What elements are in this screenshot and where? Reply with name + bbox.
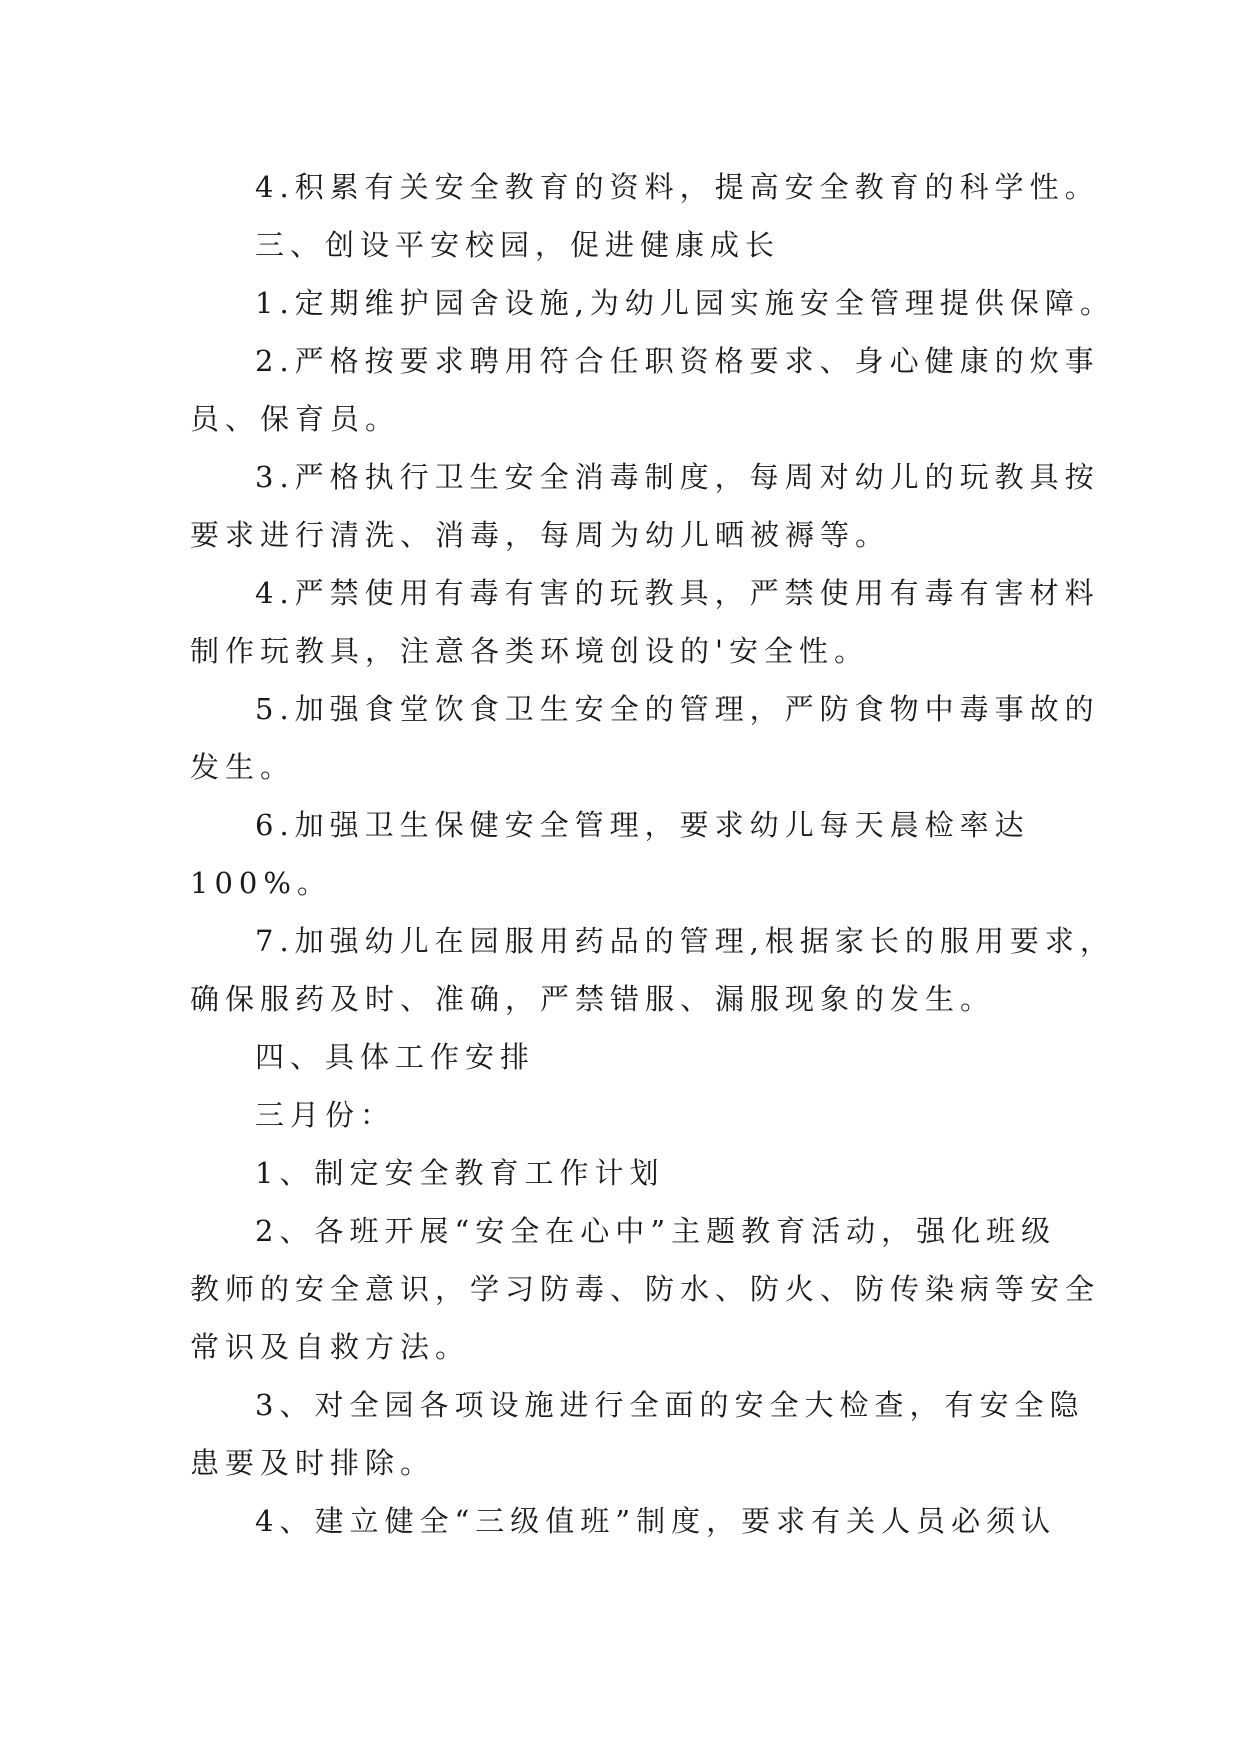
text-line: 7.加强幼儿在园服用药品的管理,根据家长的服用要求， [255, 924, 1115, 958]
section-heading: 三、创设平安校园，促进健康成长 [255, 228, 781, 262]
text-line: 5.加强食堂饮食卫生安全的管理，严防食物中毒事故的 [255, 692, 1100, 726]
section-heading: 四、具体工作安排 [255, 1040, 536, 1074]
text-line: 教师的安全意识，学习防毒、防水、防火、防传染病等安全 [190, 1272, 1101, 1306]
text-line: 6.加强卫生保健安全管理，要求幼儿每天晨检率达 [255, 808, 1030, 842]
subsection-heading: 三月份： [255, 1098, 396, 1132]
text-line: 1、制定安全教育工作计划 [255, 1156, 665, 1190]
text-line: 2、各班开展“安全在心中”主题教育活动，强化班级 [255, 1214, 1057, 1248]
text-line: 4.积累有关安全教育的资料，提高安全教育的科学性。 [255, 170, 1100, 204]
text-line: 3、对全园各项设施进行全面的安全大检查，有安全隐 [255, 1388, 1085, 1422]
text-line: 3.严格执行卫生安全消毒制度，每周对幼儿的玩教具按 [255, 460, 1100, 494]
text-line: 员、保育员。 [190, 402, 401, 436]
text-line: 发生。 [190, 750, 296, 784]
text-line: 常识及自救方法。 [190, 1330, 471, 1364]
text-line: 要求进行清洗、消毒，每周为幼儿晒被褥等。 [190, 518, 891, 552]
text-line: 4.严禁使用有毒有害的玩教具，严禁使用有毒有害材料 [255, 576, 1100, 610]
text-line: 100%。 [190, 866, 332, 900]
text-line: 4、建立健全“三级值班”制度，要求有关人员必须认 [255, 1504, 1057, 1538]
text-line: 确保服药及时、准确，严禁错服、漏服现象的发生。 [190, 982, 996, 1016]
text-line: 2.严格按要求聘用符合任职资格要求、身心健康的炊事 [255, 344, 1100, 378]
text-line: 1.定期维护园舍设施,为幼儿园实施安全管理提供保障。 [255, 286, 1115, 320]
text-line: 制作玩教具，注意各类环境创设的'安全性。 [190, 634, 869, 668]
text-line: 患要及时排除。 [190, 1446, 436, 1480]
